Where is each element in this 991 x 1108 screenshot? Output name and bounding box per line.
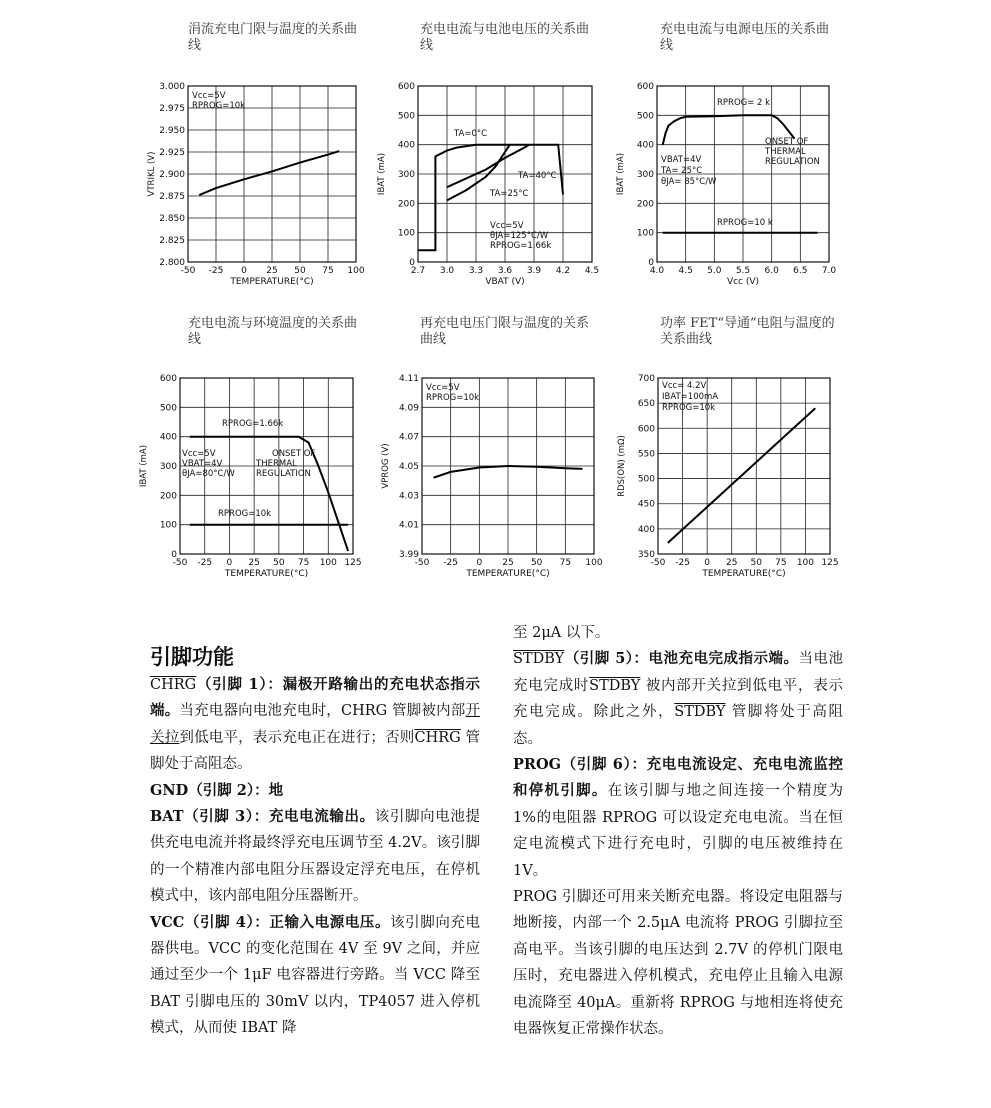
chart-2-ylabel: IBAT (mA) bbox=[377, 152, 387, 196]
chart-4-annotation: RPROG=10k bbox=[218, 509, 272, 519]
chart-6-xtick: -25 bbox=[675, 558, 690, 568]
chart-6-group bbox=[617, 374, 839, 579]
chart-1-ylabel: VTRIKL (V) bbox=[147, 151, 157, 197]
chart-title-3: 充电电流与电源电压的关系曲线 bbox=[660, 22, 830, 53]
chart-5-xtick: 0 bbox=[476, 558, 483, 568]
chart-1-ytick: 3.000 bbox=[159, 82, 185, 92]
chart-6-ytick: 700 bbox=[637, 374, 655, 384]
chart-6-xtick: -50 bbox=[650, 558, 666, 568]
chart-6-annotation: RPROG=10k bbox=[662, 403, 716, 413]
bat-body: 该引脚向电池提供充电电流并将最终浮充电压调节至 4.2V。该引脚的一个精准内部电阻分压器设定浮充电压，在停机模式中，该内部电阻分压器断开。 bbox=[150, 809, 481, 905]
chart-2-ytick: 600 bbox=[397, 82, 415, 92]
chart-4-xtick: 0 bbox=[226, 558, 233, 568]
chart-1-xtick: -50 bbox=[180, 266, 196, 276]
chart-3-ytick: 400 bbox=[636, 140, 654, 151]
chart-2-ytick: 500 bbox=[397, 111, 415, 122]
vcc-body: 该引脚向充电器供电。VCC 的变化范围在 4V 至 9V 之间，并应通过至少一个 1μF 电容器进行旁路。当 VCC 降至 BAT 引脚电压的 30mV 以内，TP4057 进入停机模式，从而使 IBAT 降 bbox=[150, 914, 481, 1037]
chart-3-ytick: 500 bbox=[636, 111, 654, 122]
chart-2-ytick: 0 bbox=[409, 258, 415, 268]
chart-4-xtick: 50 bbox=[273, 558, 285, 568]
chart-1-xlabel: TEMPERATURE(°C) bbox=[230, 277, 314, 287]
prog-paragraph-2: PROG 引脚还可用来关断充电器。将设定电阻器与地断接，内部一个 2.5μA 电流将 PROG 引脚拉至高电平。当该引脚的电压达到 2.7V 的停机门限电压时，充电器进入停机模式，充电停止且输入电源电流降至 40μA。重新将 RPROG 与地相连将使充电器恢复正常操作状态。 bbox=[513, 889, 843, 1038]
chart-5-xtick: 25 bbox=[502, 558, 514, 568]
chart-3-annotation: θJA= 85°C/W bbox=[661, 177, 717, 187]
chart-3-annotation: REGULATION bbox=[765, 157, 820, 167]
chart-3-ytick: 100 bbox=[636, 228, 654, 239]
chart-1-ytick: 2.950 bbox=[159, 126, 185, 136]
chart-2-annotation: θJA=125°C/W bbox=[490, 231, 549, 241]
prog-paragraph bbox=[513, 752, 843, 884]
chart-6-ytick: 500 bbox=[637, 474, 655, 485]
chart-5-group bbox=[381, 374, 603, 579]
chart-4-xtick: -50 bbox=[172, 558, 188, 568]
chrg-switch-text: 开关拉 bbox=[150, 703, 480, 746]
vcc-pin-label: VCC（引脚 4）：正输入电源电压。 bbox=[150, 913, 391, 931]
chart-1-xtick: -25 bbox=[208, 266, 224, 276]
chart-2-series-line bbox=[447, 145, 529, 188]
chrg-body-1: 当充电器向电池充电时，CHRG 管脚被内部 bbox=[179, 703, 466, 720]
chart-1-ytick: 2.850 bbox=[159, 214, 185, 224]
chart-2-ytick: 300 bbox=[397, 170, 415, 180]
chart-4-xtick: 125 bbox=[344, 558, 362, 568]
chart-3-ytick: 200 bbox=[636, 199, 654, 210]
col2-top-line: 至 2μA 以下。 bbox=[513, 625, 610, 641]
chart-5-annotation: Vcc=5V bbox=[426, 383, 460, 393]
chart-1-group bbox=[147, 82, 365, 287]
chart-4-xlabel: TEMPERATURE(°C) bbox=[224, 569, 309, 579]
stdby-body-3: 管脚将处于高阻态。 bbox=[513, 704, 844, 747]
chart-4-ytick: 300 bbox=[159, 462, 177, 472]
chart-5-ytick: 4.05 bbox=[398, 462, 419, 472]
stdby-pin-name: STDBY bbox=[513, 651, 565, 668]
chart-4-xtick: 75 bbox=[297, 558, 310, 568]
chart-4-ytick: 200 bbox=[159, 491, 177, 502]
chart-3-ylabel: IBAT (mA) bbox=[616, 152, 626, 196]
chart-5-ylabel: VPROG (V) bbox=[381, 443, 391, 489]
chart-6-ylabel: RDS(ON) (mΩ) bbox=[617, 435, 627, 497]
chart-5-xtick: 50 bbox=[530, 558, 543, 568]
chart-2-xtick: 4.5 bbox=[584, 266, 600, 276]
chart-title-1: 涓流充电门限与温度的关系曲线 bbox=[188, 22, 358, 53]
section-heading: 引脚功能 bbox=[150, 645, 234, 669]
stdby-pin-name-3: STDBY bbox=[674, 704, 726, 721]
chart-6-ytick: 350 bbox=[637, 550, 655, 560]
chart-3-annotation: ONSET OF bbox=[765, 137, 809, 147]
chart-3-xtick: 7.0 bbox=[821, 266, 837, 276]
chart-4-annotation: θJA=80°C/W bbox=[182, 469, 235, 479]
chart-2-annotation: Vcc=5V bbox=[490, 221, 524, 231]
chart-4-ytick: 0 bbox=[171, 550, 177, 560]
text-column-right bbox=[513, 620, 843, 1043]
chart-3-annotation: RPROG= 2 k bbox=[717, 98, 771, 108]
chart-2-xtick: 3.6 bbox=[497, 266, 513, 276]
chart-5-ytick: 4.03 bbox=[398, 491, 419, 502]
chart-1-ytick: 2.825 bbox=[159, 236, 185, 246]
chart-2-xlabel: VBAT (V) bbox=[485, 277, 525, 287]
chart-4-ylabel: IBAT (mA) bbox=[139, 444, 149, 488]
chart-2-xtick: 3.3 bbox=[468, 266, 484, 276]
chart-title-2: 充电电流与电池电压的关系曲线 bbox=[420, 22, 590, 53]
chart-3-group bbox=[616, 82, 836, 287]
chart-1-xtick: 75 bbox=[322, 266, 334, 276]
chart-6-xtick: 50 bbox=[750, 558, 763, 568]
chart-title-6: 功率 FET“导通”电阻与温度的关系曲线 bbox=[660, 316, 835, 347]
stdby-pin-name-2: STDBY bbox=[589, 677, 641, 694]
chart-2-annotation: TA=40°C bbox=[518, 171, 557, 181]
bat-paragraph bbox=[150, 804, 480, 910]
chart-1-annotation: RPROG=10k bbox=[192, 101, 246, 111]
stdby-pin-label: （引脚 5）：电池充电完成指示端。 bbox=[564, 650, 799, 668]
chart-5-ytick: 4.01 bbox=[398, 520, 419, 531]
chart-5-ytick: 3.99 bbox=[398, 550, 419, 560]
chart-6-xtick: 100 bbox=[796, 558, 815, 568]
chart-2-ytick: 400 bbox=[397, 140, 415, 151]
chart-5-xtick: 100 bbox=[585, 558, 603, 568]
chart-5-xlabel: TEMPERATURE(°C) bbox=[466, 569, 550, 579]
chrg-pin-name: CHRG bbox=[150, 677, 197, 693]
chart-2-annotation: TA=25°C bbox=[490, 189, 529, 199]
chart-4-xtick: 100 bbox=[319, 558, 337, 568]
stdby-body-2: 被内部开关拉到低电平，表示充电完成。除此之外， bbox=[513, 677, 844, 721]
chart-2-xtick: 3.0 bbox=[439, 266, 455, 276]
chart-3-xtick: 4.5 bbox=[678, 266, 693, 276]
chart-1-ytick: 2.925 bbox=[159, 148, 185, 158]
chart-1-ytick: 2.900 bbox=[159, 170, 185, 180]
chart-3-xtick: 4.0 bbox=[649, 266, 665, 276]
chart-1-series-line bbox=[199, 151, 339, 195]
chart-1-xtick: 100 bbox=[347, 266, 365, 276]
chart-6-xlabel: TEMPERATURE(°C) bbox=[702, 569, 786, 579]
vcc-paragraph bbox=[150, 910, 480, 1042]
chart-title-4: 充电电流与环境温度的关系曲线 bbox=[188, 316, 358, 347]
chart-3-xtick: 6.5 bbox=[793, 266, 808, 276]
chart-6-annotation: Vcc= 4.2V bbox=[662, 381, 707, 391]
chart-3-annotation: RPROG=10 k bbox=[717, 218, 773, 228]
chart-5-xtick: 75 bbox=[559, 558, 572, 568]
chart-6-xtick: 25 bbox=[725, 558, 738, 568]
chart-2-annotation: RPROG=1.66k bbox=[490, 241, 552, 251]
stdby-paragraph bbox=[513, 646, 843, 752]
chart-4-xtick: 25 bbox=[248, 558, 260, 568]
chart-2-xtick: 4.2 bbox=[555, 266, 571, 276]
chart-4-annotation: REGULATION bbox=[256, 469, 311, 479]
chart-4-annotation: THERMAL bbox=[256, 459, 297, 469]
chart-5-xtick: -25 bbox=[443, 558, 459, 568]
chart-5-xtick: -50 bbox=[414, 558, 430, 568]
chart-4-annotation: ONSET OF bbox=[272, 449, 316, 459]
chart-6-xtick: 75 bbox=[775, 558, 787, 568]
chart-6-ytick: 450 bbox=[637, 499, 655, 510]
chart-3-ytick: 300 bbox=[636, 170, 654, 180]
chart-1-ytick: 2.800 bbox=[159, 258, 185, 268]
chrg-paragraph bbox=[150, 672, 480, 778]
prog-body-1: 在该引脚与地之间连接一个精度为 1%的电阻器 RPROG 可以设定充电电流。当在恒定电流模式下进行充电时，引脚的电压被维持在 1V。 bbox=[513, 783, 844, 879]
chart-1-xtick: 25 bbox=[266, 266, 278, 276]
chart-6-xtick: 0 bbox=[704, 558, 711, 568]
chart-3-xtick: 6.0 bbox=[764, 266, 779, 276]
chart-6-xtick: 125 bbox=[821, 558, 839, 568]
chart-4-ytick: 500 bbox=[159, 403, 177, 414]
chart-3-xlabel: Vcc (V) bbox=[726, 277, 760, 287]
chart-2-group bbox=[377, 82, 599, 287]
chrg-pin-name-2: CHRG bbox=[414, 729, 461, 746]
chart-5-ytick: 4.09 bbox=[398, 403, 419, 414]
stdby-body-1: 当电池充电完成时 bbox=[513, 651, 844, 694]
chart-1-xtick: 50 bbox=[294, 266, 306, 276]
chart-title-5: 再充电电压门限与温度的关系曲线 bbox=[420, 316, 590, 347]
chart-4-ytick: 600 bbox=[159, 374, 177, 384]
chart-6-ytick: 600 bbox=[637, 424, 655, 435]
chart-3-xtick: 5.0 bbox=[707, 266, 722, 276]
chart-4-xtick: -25 bbox=[197, 558, 213, 568]
chrg-body-2: 到低电平，表示充电正在进行；否则 bbox=[179, 729, 415, 746]
chart-3-xtick: 5.5 bbox=[735, 266, 751, 276]
chart-4-annotation: VBAT=4V bbox=[182, 459, 223, 469]
chart-5-ytick: 4.11 bbox=[398, 374, 419, 384]
chrg-body-3: 管脚处于高阻态。 bbox=[150, 729, 481, 773]
chart-1-annotation: Vcc=5V bbox=[192, 91, 226, 101]
chart-5-ytick: 4.07 bbox=[398, 432, 419, 443]
chart-5-annotation: RPROG=10k bbox=[426, 393, 480, 403]
chart-6-annotation: IBAT=100mA bbox=[662, 392, 719, 402]
chart-2-ytick: 100 bbox=[397, 228, 415, 239]
chart-2-ytick: 200 bbox=[397, 199, 415, 210]
chart-4-annotation: RPROG=1.66k bbox=[222, 419, 284, 429]
prog-pin-label: PROG（引脚 6）：充电电流设定、充电电流监控和停机引脚。 bbox=[513, 756, 843, 800]
chart-6-ytick: 650 bbox=[637, 399, 655, 410]
chart-2-xtick: 2.7 bbox=[410, 266, 426, 276]
chart-1-ytick: 2.875 bbox=[159, 192, 185, 202]
chart-3-annotation: TA= 25°C bbox=[661, 166, 703, 176]
bat-pin-label: BAT（引脚 3）：充电电流输出。 bbox=[150, 808, 375, 826]
chart-4-annotation: Vcc=5V bbox=[182, 449, 216, 459]
chart-2-annotation: TA=0°C bbox=[454, 129, 488, 139]
chart-6-ytick: 400 bbox=[637, 524, 655, 535]
chart-3-annotation: VBAT=4V bbox=[661, 155, 702, 165]
chart-1-ytick: 2.975 bbox=[159, 104, 185, 114]
gnd-label: GND（引脚 2）：地 bbox=[150, 781, 284, 799]
chart-3-annotation: THERMAL bbox=[765, 147, 806, 157]
chrg-pin-label: （引脚 1）：漏极开路输出的充电状态指示端。 bbox=[150, 676, 480, 720]
chart-4-ytick: 400 bbox=[159, 432, 177, 443]
chart-1-xtick: 0 bbox=[241, 266, 247, 276]
chart-3-ytick: 0 bbox=[648, 258, 654, 268]
text-column-left bbox=[150, 642, 480, 1042]
chart-4-group bbox=[139, 374, 362, 579]
chart-3-ytick: 600 bbox=[636, 82, 654, 92]
chart-2-xtick: 3.9 bbox=[526, 266, 542, 276]
chart-4-ytick: 100 bbox=[159, 520, 177, 531]
chart-6-ytick: 550 bbox=[637, 449, 655, 460]
